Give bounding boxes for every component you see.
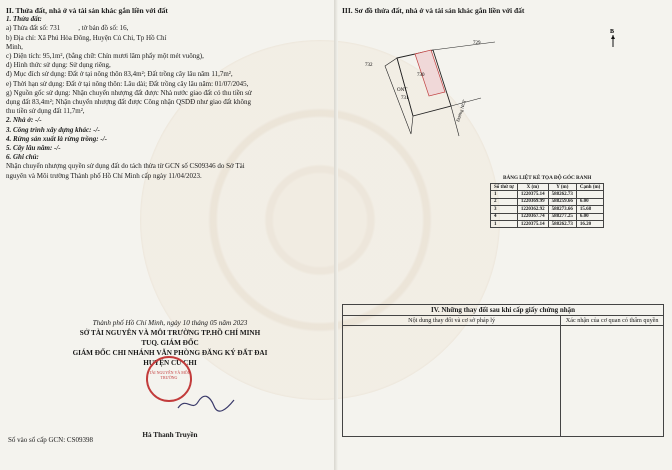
handwritten-signature — [176, 392, 236, 414]
table-cell: 588262.73 — [548, 220, 576, 227]
changes-header-row — [343, 316, 664, 326]
parcel-diagram — [355, 36, 585, 141]
table-cell: 16.20 — [576, 220, 603, 227]
north-arrow-icon — [606, 26, 620, 48]
table-cell: 1220362.92 — [517, 206, 548, 213]
changes-empty-cell — [561, 326, 664, 437]
origin-line1: g) Nguồn gốc sử dụng: Nhận chuyển nhượng đất được Nhà nước giao đất có thu tiền sử — [6, 88, 252, 97]
compass-letter: B — [610, 29, 615, 35]
table-cell: 2 — [491, 198, 518, 205]
changes-empty-cell — [343, 326, 561, 437]
note-line1: Nhận chuyển nhượng quyền sử dụng đất do tách thửa từ GCN số CS09346 do Sở Tài — [6, 162, 245, 171]
section-2 — [6, 6, 326, 181]
table-cell: 6.00 — [576, 198, 603, 205]
other-construction-item: 3. Công trình xây dựng khác: -/- — [6, 125, 100, 134]
label-731: 731 — [401, 96, 409, 101]
signer-name: Hà Thanh Truyền — [142, 431, 198, 439]
table-row — [491, 213, 604, 220]
table-cell: 588273.66 — [548, 206, 576, 213]
table-cell: 1 — [491, 191, 518, 198]
table-row — [491, 206, 604, 213]
table-cell: 1220375.14 — [517, 220, 548, 227]
changes-empty-row — [343, 326, 664, 437]
usage-form: d) Hình thức sử dụng: Sử dụng riêng, — [6, 61, 111, 70]
coordinate-table-title: BẢNG LIỆT KÊ TỌA ĐỘ GÓC RANH — [503, 175, 592, 181]
table-cell — [576, 191, 603, 198]
section-2-heading: II. Thửa đất, nhà ở và tài sản khác gắn liền với đất — [6, 6, 168, 15]
table-cell: 15.68 — [576, 206, 603, 213]
table-header: Cạnh (m) — [576, 184, 603, 191]
table-cell: 4 — [491, 213, 518, 220]
usage-term: e) Thời hạn sử dụng: Đất ở tại nông thôn: Lâu dài; Đất trồng cây lâu năm: 01/07/2045, — [6, 79, 249, 88]
table-cell: 1220375.14 — [517, 191, 548, 198]
origin-line3: thu tiền sử dụng đất 11,7m², — [6, 107, 85, 116]
section-3 — [342, 6, 668, 15]
sign-title-line2: HUYỆN CỦ CHI — [143, 359, 197, 367]
label-729: 729 — [473, 41, 481, 46]
label-730: 730 — [417, 73, 425, 78]
coordinate-table — [490, 175, 604, 228]
table-cell: 588262.73 — [548, 191, 576, 198]
table-header: X (m) — [517, 184, 548, 191]
section-4-heading: IV. Những thay đổi sau khi cấp giấy chứng nhận — [343, 305, 664, 316]
table-cell: 1 — [491, 220, 518, 227]
table-row — [491, 220, 604, 227]
sign-tuq: TUQ. GIÁM ĐỐC — [141, 339, 199, 347]
changes-col-content: Nội dung thay đổi và cơ sở pháp lý — [343, 316, 561, 326]
table-cell: 1220369.99 — [517, 198, 548, 205]
table-header-row — [491, 184, 604, 191]
table-cell: 3 — [491, 206, 518, 213]
sign-date: Thành phố Hồ Chí Minh, ngày 10 tháng 05 năm 2023 — [92, 319, 248, 327]
address-line2: Minh, — [6, 42, 23, 51]
table-row — [491, 191, 604, 198]
note-line2: nguyên và Môi trường Thành phố Hồ Chí Minh cấp ngày 11/04/2023. — [6, 171, 202, 180]
parcel-number: a) Thửa đất số: 731 — [6, 24, 61, 33]
table-cell: 588259.66 — [548, 198, 576, 205]
changes-col-confirmation: Xác nhận của cơ quan có thẩm quyền — [561, 316, 664, 326]
sign-organization: SỞ TÀI NGUYÊN VÀ MÔI TRƯỜNG TP.HỒ CHÍ MINH — [79, 329, 261, 337]
parcel-title: 1. Thửa đất: — [6, 15, 42, 24]
table-header: Số thứ tự — [491, 184, 518, 191]
changes-heading-row — [343, 305, 664, 316]
sign-title-line1: GIÁM ĐỐC CHI NHÁNH VĂN PHÒNG ĐĂNG KÝ ĐẤT ĐAI — [72, 349, 268, 357]
usage-purpose: đ) Mục đích sử dụng: Đất ở tại nông thôn 83,4m²; Đất trồng cây lâu năm 11,7m², — [6, 70, 233, 79]
registration-footer: Số vào sổ cấp GCN: CS09398 — [8, 436, 93, 444]
origin-line2: dụng đất 83,4m²; Nhận chuyển nhượng đất được Công nhận QSDĐ như giao đất không — [6, 98, 252, 107]
changes-table — [342, 304, 664, 437]
table-cell: 588277.25 — [548, 213, 576, 220]
table-header: Y (m) — [548, 184, 576, 191]
map-sheet: , tờ bản đồ số: 16, — [78, 24, 129, 33]
parcel-number-row — [6, 24, 326, 33]
house-item: 2. Nhà ở: -/- — [6, 116, 42, 125]
address-line1: b) Địa chỉ: Xã Phú Hòa Đông, Huyện Củ Chi, Tp Hồ Chí — [6, 33, 167, 42]
perennial-tree-item: 5. Cây lâu năm: -/- — [6, 144, 61, 153]
table-cell: 6.00 — [576, 213, 603, 220]
road-label: Đường NCT — [455, 99, 467, 123]
table-cell: 1220367.74 — [517, 213, 548, 220]
notes-title: 6. Ghi chú: — [6, 153, 39, 162]
page-fold — [334, 0, 338, 470]
stamp-text: TÀI NGUYÊN VÀ MÔI TRƯỜNG — [148, 370, 190, 380]
section-3-heading: III. Sơ đồ thửa đất, nhà ở và tài sản khác gắn liền với đất — [342, 6, 525, 15]
label-ont: ONT — [397, 88, 408, 93]
label-732: 732 — [365, 63, 373, 68]
table-row — [491, 198, 604, 205]
area: c) Diện tích: 95,1m², (bằng chữ: Chín mươi lăm phẩy một mét vuông), — [6, 52, 204, 61]
forest-item: 4. Rừng sản xuất là rừng trồng: -/- — [6, 134, 107, 143]
